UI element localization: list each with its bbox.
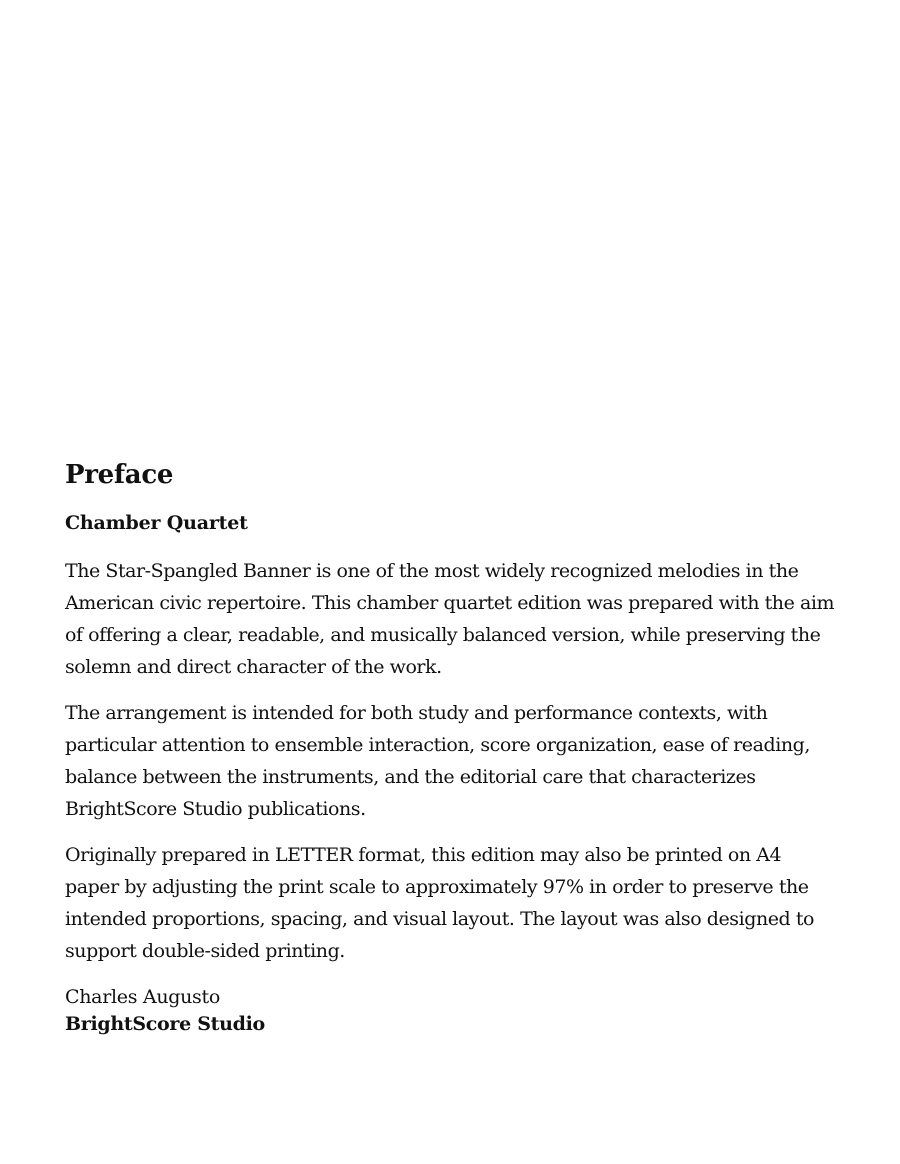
section-subtitle: Chamber Quartet [65,512,248,534]
preface-section [65,455,840,1038]
paragraph-2: The arrangement is intended for both study and performance contexts, with particular attention to ensemble interaction, score organization, ease of reading, balance between the instruments, and the editorial care that characterizes BrightScore Studio publications. [65,702,810,820]
paragraph-3: Originally prepared in LETTER format, this edition may also be printed on A4 paper by adjusting the print scale to approximately 97% in order to preserve the intended proportions, spacing, and visual layout. The layout was also designed to support double-sided printing. [65,844,814,962]
signature-name: Charles Augusto [65,986,220,1008]
paragraph-1: The Star-Spangled Banner is one of the most widely recognized melodies in the American civic repertoire. This chamber quartet edition was prepared with the aim of offering a clear, readable, and musically balanced version, while preserving the solemn and direct character of the work. [65,560,835,678]
page-title: Preface [65,460,174,490]
signature-studio: BrightScore Studio [65,1013,265,1035]
signature-block [65,984,840,1038]
